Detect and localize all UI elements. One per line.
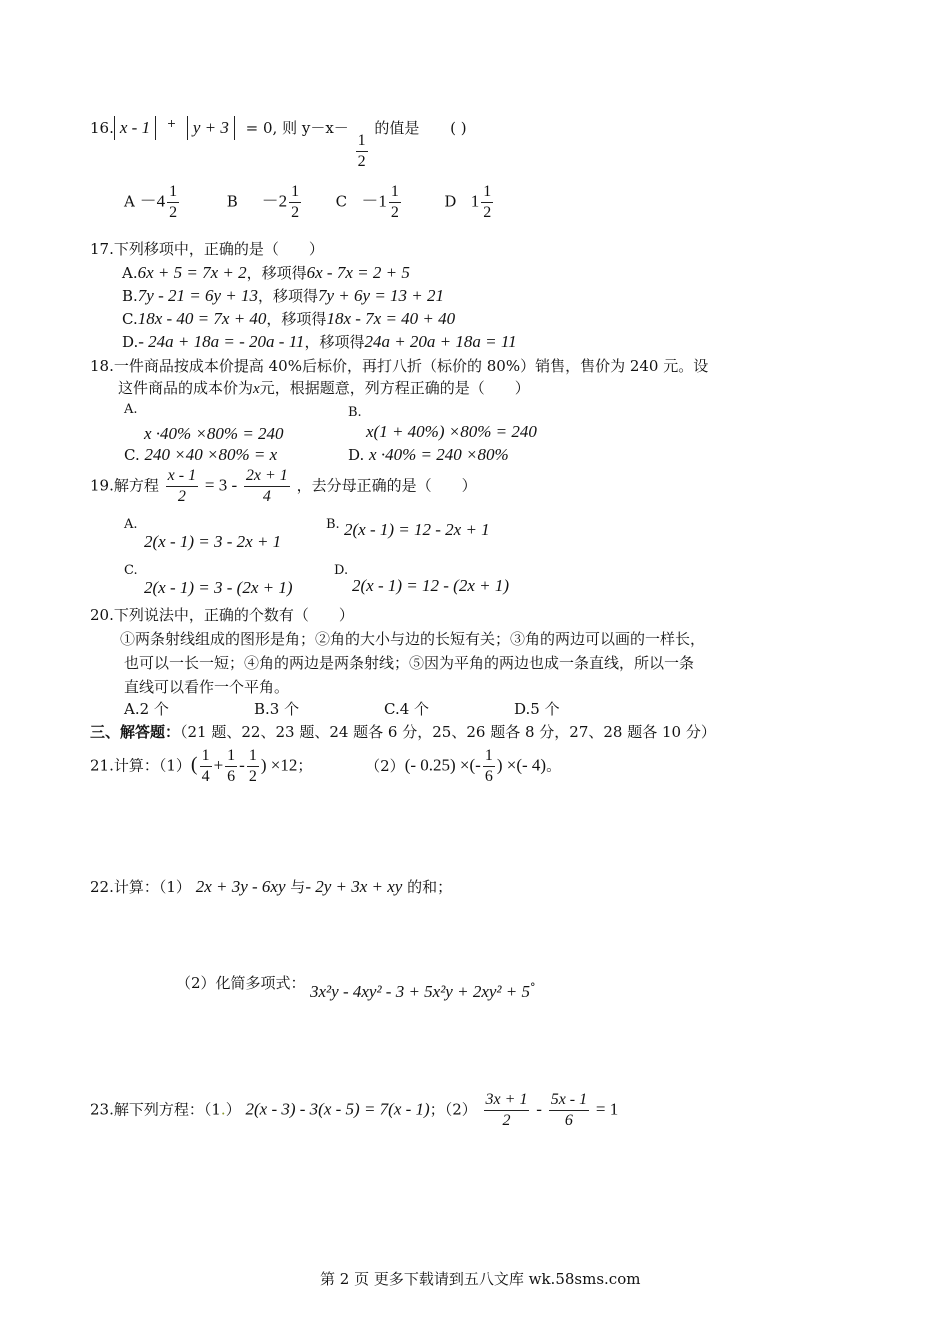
q17-option-a-res: 6x - 7x = 2 + 5 — [306, 263, 410, 282]
q21-semicolon: ； — [297, 756, 313, 775]
q23-stem — [90, 1090, 618, 1131]
q18-stem-line2 — [118, 377, 530, 398]
q17-option-d-eq: - 24a + 18a = - 20a - 11 — [138, 332, 305, 351]
q20-body-line2: 也可以一长一短；④角的两边是两条射线；⑤因为平角的两边也成一条直线，所以一条 — [124, 654, 695, 672]
q19-stem — [90, 466, 477, 507]
q17-option-b-label: B. — [122, 287, 138, 305]
q16-option-b-label: B — [226, 192, 238, 211]
q19-option-d-label: D. — [334, 563, 349, 578]
q16-option-d-label: D — [444, 192, 457, 211]
q21-part2-den: 6 — [484, 768, 493, 785]
q17-option-d-label: D. — [122, 333, 139, 351]
q19-fraction-2 — [244, 466, 290, 507]
q21-frac-b — [225, 746, 237, 787]
q16-number: 16. — [90, 119, 114, 137]
q16-option-d — [444, 182, 534, 223]
q17-option-b-res: 7y + 6y = 13 + 21 — [318, 286, 445, 305]
q18-option-d-label: D. — [348, 446, 365, 464]
q16-option-b-frac — [289, 182, 301, 223]
page-footer: 第 2 页 更多下载请到五八文库 wk.58sms.com — [320, 1270, 641, 1288]
q21-part2-b: ) ×(- 4) — [496, 755, 547, 775]
q19-option-c-expr: 2(x - 1) = 3 - (2x + 1) — [144, 578, 293, 597]
q19-f2-num: 2x + 1 — [244, 466, 290, 487]
q17-option-a — [122, 262, 410, 283]
q16-option-b — [227, 182, 331, 223]
q16-option-d-den: 2 — [483, 204, 492, 221]
q18-option-d-expr: x ·40% = 240 ×80% — [369, 445, 509, 464]
q19-mid: = 3 - — [204, 475, 238, 495]
q19-option-c — [124, 560, 293, 598]
q19-option-b-expr: 2(x - 1) = 12 - 2x + 1 — [344, 520, 490, 539]
q19-tail: ，去分母正确的是（ ） — [296, 476, 477, 495]
q19-option-c-label: C. — [124, 563, 138, 578]
q21-open-paren: ( — [190, 753, 198, 776]
q16-equation: = 0, 则 y－x－ — [245, 119, 349, 137]
q16-frac-num: 1 — [356, 131, 368, 152]
q16-option-c-den: 2 — [390, 204, 399, 221]
q18-option-c-expr: 240 ×40 ×80% = x — [144, 445, 278, 464]
q22-expr1: 2x + 3y - 6xy — [195, 877, 286, 896]
q22-degree-mark: ° — [530, 981, 536, 994]
q17-stem: 17.下列移项中，正确的是（ ） — [90, 240, 324, 258]
q19-option-a-label: A. — [124, 517, 138, 532]
q21-part2-a: (- 0.25) ×(- — [404, 755, 481, 775]
q17-option-c-res: 18x - 7x = 40 + 40 — [326, 309, 456, 328]
q16-option-a — [124, 182, 222, 223]
q18-line2-tail: 元，根据题意，列方程正确的是（ ） — [259, 379, 530, 397]
q16-option-a-label: A — [124, 192, 135, 211]
q17-option-c — [122, 308, 455, 329]
q16-option-b-whole: －2 — [261, 191, 288, 211]
q19-fraction-1 — [166, 466, 198, 507]
q18-option-a-label: A. — [124, 402, 138, 417]
q16-option-a-num: 1 — [167, 182, 179, 203]
q17-option-a-eq: 6x + 5 = 7x + 2 — [137, 263, 247, 282]
q18-line2-var: x — [253, 381, 260, 397]
q21-part2-frac — [483, 746, 495, 787]
q16-fraction — [356, 131, 368, 172]
q21-stem — [90, 746, 561, 787]
q16-option-c-whole: －1 — [361, 191, 387, 211]
q22-pre: 22.计算：（1） — [90, 878, 191, 896]
q16-answer-paren: ( ) — [450, 119, 467, 137]
q21-b-num: 1 — [225, 746, 237, 767]
q16-option-b-num: 1 — [289, 182, 301, 203]
q23-equals-one: = 1 — [595, 1099, 619, 1119]
q23-dot: . — [220, 1100, 226, 1119]
q17-option-c-label: C. — [122, 310, 138, 328]
q21-c-den: 2 — [248, 768, 257, 785]
q16-options — [124, 182, 534, 223]
q19-pre: 19.解方程 — [90, 476, 159, 495]
q20-options — [124, 698, 560, 719]
q19-option-d — [334, 560, 509, 596]
q23-pre: 23.解下列方程：（1 — [90, 1100, 221, 1119]
q19-f2-den: 4 — [262, 488, 271, 505]
q22-tail: 的和； — [407, 878, 453, 896]
q16-frac-den: 2 — [357, 153, 366, 170]
q18-option-b-label: B. — [348, 405, 362, 420]
q23-close: ） — [225, 1100, 241, 1119]
section-3-title: 三、解答题： — [90, 723, 181, 741]
q22-with: 与 — [290, 878, 306, 896]
q17-option-d-res: 24a + 20a + 18a = 11 — [364, 332, 517, 351]
q17-option-b-eq: 7y - 21 = 6y + 13 — [137, 286, 258, 305]
q16-option-c-num: 1 — [389, 182, 401, 203]
q20-body-line3: 直线可以看作一个平角。 — [124, 678, 290, 696]
q18-option-c — [124, 445, 277, 465]
q17-option-d-mid: ，移项得 — [304, 333, 365, 351]
q16-option-c — [336, 182, 440, 223]
q18-option-b — [348, 402, 537, 442]
q23-frac-1 — [484, 1090, 530, 1131]
q16-tail: 的值是 — [374, 119, 420, 137]
q19-option-b-label: B. — [326, 517, 340, 532]
q16-option-a-den: 2 — [169, 204, 178, 221]
q18-option-d — [348, 445, 509, 465]
q16-option-d-whole: 1 — [470, 191, 480, 211]
q16-option-c-frac — [389, 182, 401, 223]
q21-part2-label: （2） — [365, 756, 405, 775]
q17-option-a-label: A. — [122, 264, 138, 282]
q23-semicolon: ；（2） — [429, 1100, 477, 1119]
q16-option-d-num: 1 — [481, 182, 493, 203]
q23-f2-den: 6 — [564, 1112, 573, 1129]
q21-part2-num: 1 — [483, 746, 495, 767]
q21-a-num: 1 — [200, 746, 212, 767]
q17-option-b — [122, 285, 444, 306]
q22-part1 — [90, 876, 452, 897]
q17-option-c-mid: ，移项得 — [266, 310, 327, 328]
q22-expr2: - 2y + 3x + xy — [305, 877, 403, 896]
q19-option-a — [124, 514, 281, 552]
q20-stem: 20.下列说法中，正确的个数有（ ） — [90, 606, 354, 624]
q21-frac-c — [247, 746, 259, 787]
q20-body-line1: ①两条射线组成的图形是角；②角的大小与边的长短有关；③角的两边可以画的一样长， — [120, 630, 706, 648]
q21-close: ) ×12 — [260, 755, 298, 775]
q19-f1-num: x - 1 — [166, 466, 198, 487]
q16-option-a-whole: －4 — [139, 191, 166, 211]
q18-option-b-expr: x(1 + 40%) ×80% = 240 — [366, 422, 537, 441]
q20-option-a: A.2 个 — [124, 700, 169, 718]
q21-op1: + — [213, 755, 224, 775]
q20-option-b: B.3 个 — [254, 700, 300, 718]
q16-option-d-frac — [481, 182, 493, 223]
q22-polynomial: 3x²y - 4xy² - 3 + 5x²y + 2xy² + 5 — [310, 982, 530, 1001]
q21-b-den: 6 — [227, 768, 236, 785]
q22-part2-label: （2）化简多项式： — [176, 974, 306, 992]
q16-option-c-label: C — [335, 192, 348, 211]
q16-plus: + — [166, 117, 177, 130]
q19-option-a-expr: 2(x - 1) = 3 - 2x + 1 — [144, 532, 282, 551]
q22-part2-poly — [310, 981, 536, 1002]
q19-option-b — [326, 514, 490, 540]
q18-line2-text: 这件商品的成本价为 — [118, 379, 254, 397]
q16-option-a-frac — [167, 182, 179, 223]
q18-option-c-label: C. — [124, 446, 140, 464]
q23-minus: - — [536, 1099, 542, 1119]
q17-option-c-eq: 18x - 40 = 7x + 40 — [137, 309, 267, 328]
section-3-heading — [90, 721, 716, 742]
q16-option-b-den: 2 — [291, 204, 300, 221]
q21-pre: 21.计算：（1） — [90, 756, 191, 775]
q18-stem-line1: 18.一件商品按成本价提高 40%后标价，再打八折（标价的 80%）销售，售价为 240 元。设 — [90, 357, 709, 375]
q23-f1-num: 3x + 1 — [484, 1090, 530, 1111]
q21-c-num: 1 — [247, 746, 259, 767]
q16-stem — [90, 116, 467, 172]
q16-abs-y: y + 3 — [187, 116, 235, 140]
q19-option-d-expr: 2(x - 1) = 12 - (2x + 1) — [352, 576, 510, 595]
q19-f1-den: 2 — [177, 488, 186, 505]
q17-option-b-mid: ，移项得 — [258, 287, 319, 305]
q18-option-a-expr: x ·40% ×80% = 240 — [144, 424, 284, 443]
q17-option-d — [122, 331, 517, 352]
q21-op2: - — [239, 755, 245, 775]
q23-f1-den: 2 — [502, 1112, 511, 1129]
section-3-note: （21 题、22、23 题、24 题各 6 分，25、26 题各 8 分，27、28 题各 10 分） — [180, 723, 716, 741]
q20-option-c: C.4 个 — [384, 700, 430, 718]
q18-option-a — [124, 402, 284, 444]
q23-equation1: 2(x - 3) - 3(x - 5) = 7(x - 1) — [245, 1099, 430, 1119]
q23-frac-2 — [549, 1090, 589, 1131]
q21-end: 。 — [546, 756, 562, 775]
q16-abs-x: x - 1 — [114, 116, 156, 140]
q21-a-den: 4 — [201, 768, 210, 785]
q21-frac-a — [200, 746, 212, 787]
q20-option-d: D.5 个 — [514, 700, 560, 718]
q17-option-a-mid: ，移项得 — [246, 264, 307, 282]
q23-f2-num: 5x - 1 — [549, 1090, 589, 1111]
